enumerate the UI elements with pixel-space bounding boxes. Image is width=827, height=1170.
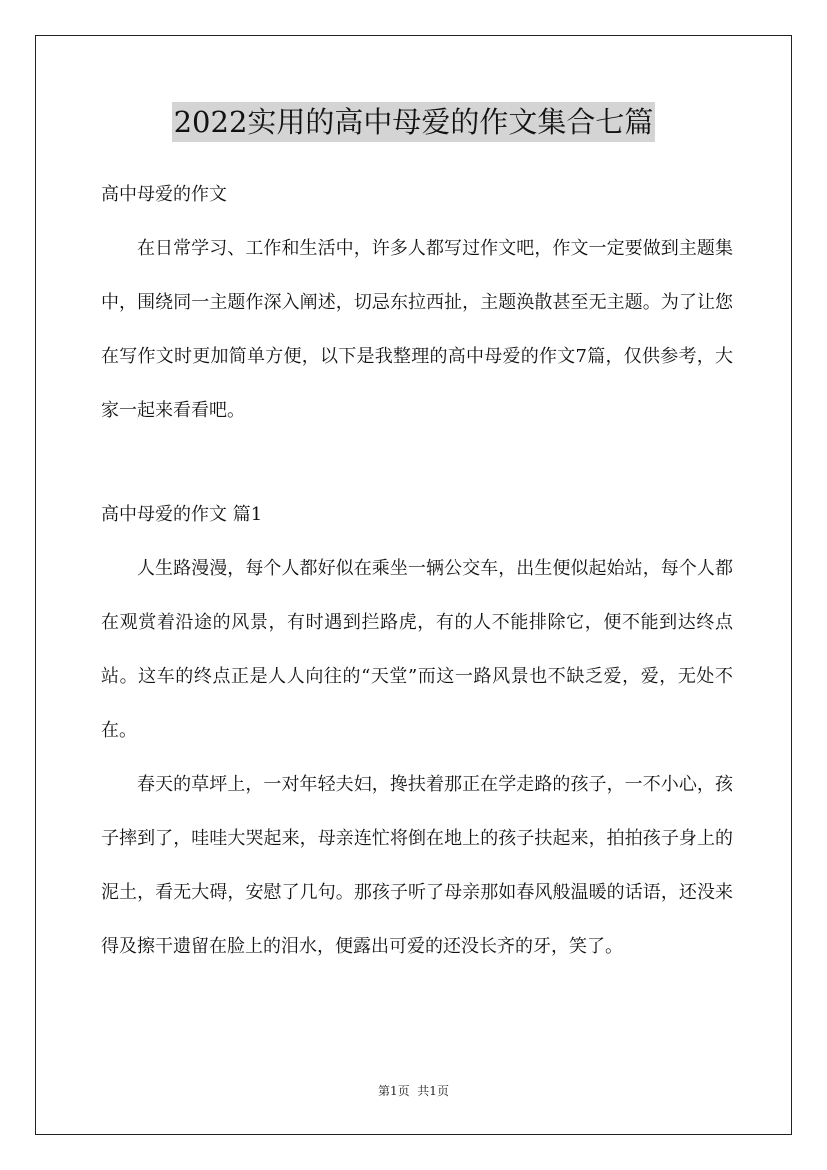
page-footer: 第1页 共1页 [378, 1084, 449, 1098]
intro-heading: 高中母爱的作文 [101, 184, 227, 205]
body-paragraph-1: 人生路漫漫，每个人都好似在乘坐一辆公交车，出生便似起始站，每个人都在观赏着沿途的风景，有时遇到拦路虎，有的人不能排除它，便不能到达终点站。这车的终点正是人人向往的“天堂”而这一路风景也不缺乏爱，爱，无处不在。 [101, 558, 733, 741]
section-spacer [101, 438, 733, 488]
section-heading: 高中母爱的作文 篇1 [101, 504, 263, 525]
document-title: 2022实用的高中母爱的作文集合七篇 [172, 102, 656, 142]
document-body [101, 168, 733, 974]
intro-paragraph: 在日常学习、工作和生活中，许多人都写过作文吧，作文一定要做到主题集中，围绕同一主题作深入阐述，切忌东拉西扯，主题涣散甚至无主题。为了让您在写作文时更加简单方便，以下是我整理的高中母爱的作文7篇，仅供参考，大家一起来看看吧。 [101, 238, 733, 421]
title-container [0, 102, 827, 142]
body-paragraph-2: 春天的草坪上，一对年轻夫妇，搀扶着那正在学走路的孩子，一不小心，孩子摔到了，哇哇大哭起来，母亲连忙将倒在地上的孩子扶起来，拍拍孩子身上的泥土，看无大碍，安慰了几句。那孩子听了母亲那如春风般温暖的话语，还没来得及擦干遗留在脸上的泪水，便露出可爱的还没长齐的牙，笑了。 [101, 774, 733, 957]
